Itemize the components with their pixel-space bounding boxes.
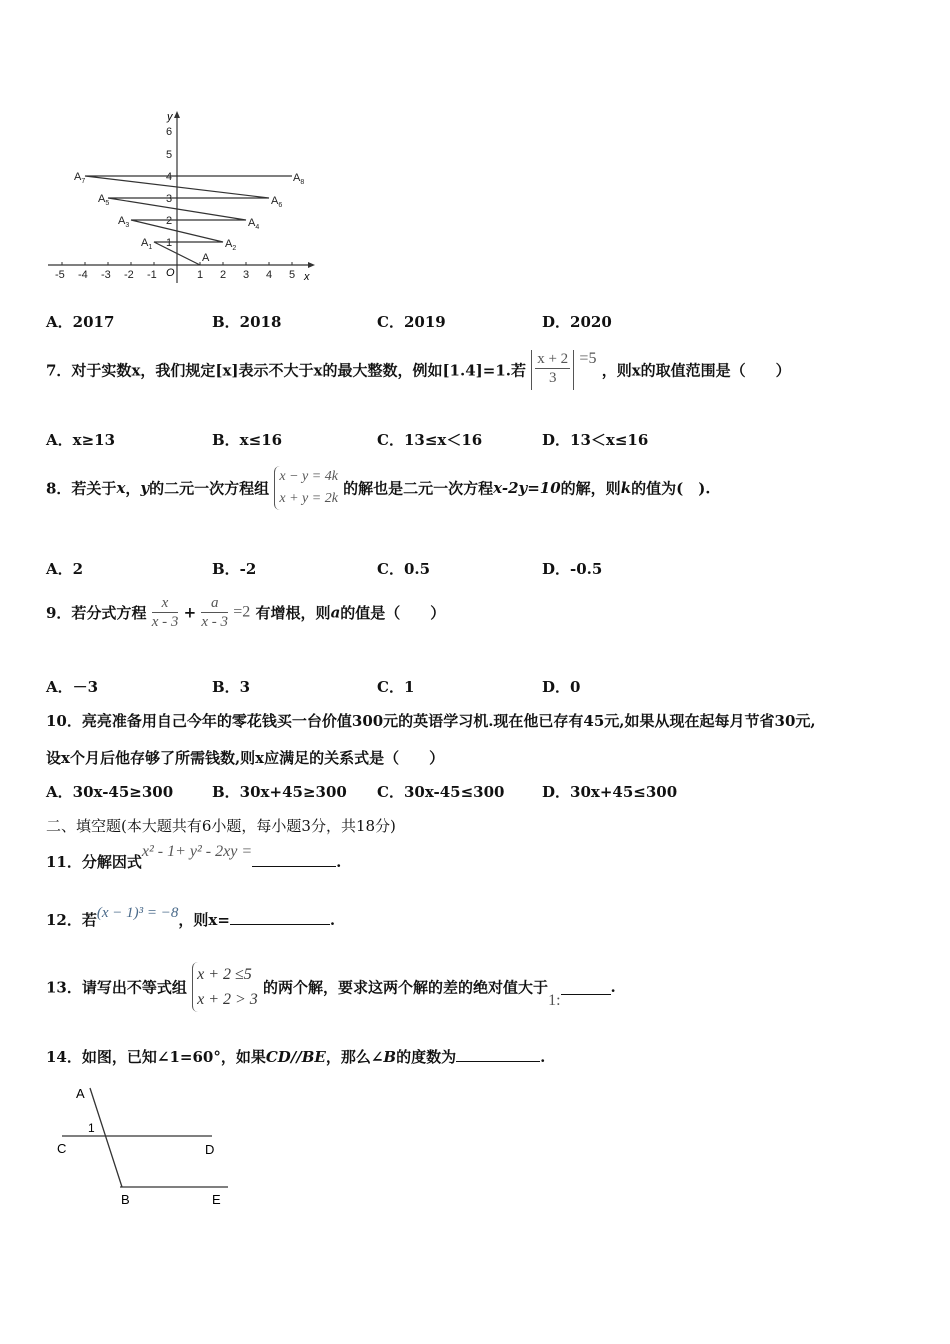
q6-option-c[interactable]: C．2019: [377, 313, 446, 331]
q13-answer-blank[interactable]: [561, 980, 611, 995]
q13-inequality-2: x + 2 > 3: [197, 991, 258, 1008]
q13-text-after: 的两个解，要求这两个解的差的绝对值大于: [263, 978, 549, 997]
q8-comma: ，: [125, 479, 141, 498]
q13-tail: 1:: [548, 992, 561, 1009]
q12-period: .: [329, 911, 336, 929]
q12-stem: [46, 905, 335, 930]
q7-option-d[interactable]: D．13＜x≤16: [542, 431, 649, 449]
q14-period: .: [540, 1048, 546, 1066]
x-tick-label: -1: [147, 269, 157, 281]
q7-fraction: [535, 350, 570, 387]
x-tick-label: -3: [101, 269, 111, 281]
q9-plus: +: [183, 603, 197, 622]
label-c: C: [57, 1141, 67, 1156]
q9-text-before: 9．若分式方程: [46, 604, 147, 622]
q11-expression: x² - 1+ y² - 2xy =: [141, 843, 253, 860]
q9-text-after1: 有增根，则: [255, 604, 331, 622]
q8-equation-2: x + y = 2k: [279, 491, 338, 506]
q8-equation-1: x − y = 4k: [279, 469, 338, 484]
q13-inequality-1: x + 2 ≤5: [197, 966, 252, 983]
label-angle-1: 1: [88, 1121, 95, 1135]
q14-parallel-lines-figure: [50, 1080, 240, 1210]
q10-option-d[interactable]: D．30x+45≤300: [542, 783, 678, 801]
point-label-a7: $A_7$: [74, 171, 86, 185]
section-2-title: 二、填空题(本大题共有6小题，每小题3分，共18分): [46, 817, 396, 835]
q8-var-k: k: [620, 479, 632, 497]
q14-text-before: 14．如图，已知∠1=60°，如果: [46, 1048, 266, 1066]
q9-option-a[interactable]: A．－3: [46, 678, 99, 696]
point-label-a2: $A_2$: [225, 238, 237, 252]
q7-option-c[interactable]: C．13≤x＜16: [377, 431, 483, 449]
y-axis-arrow: [174, 111, 180, 118]
q14-answer-blank[interactable]: [456, 1047, 540, 1062]
q9-fraction-2: [201, 594, 228, 631]
zigzag-coordinate-graph: [40, 108, 330, 284]
q9-option-b[interactable]: B．3: [212, 678, 251, 696]
q10-option-b[interactable]: B．30x+45≥300: [212, 783, 347, 801]
q13-stem: [46, 962, 616, 1012]
point-label-a5: $A_5$: [98, 193, 110, 207]
x-tick-label: 3: [243, 269, 250, 281]
q8-option-b[interactable]: B．-2: [212, 560, 257, 578]
x-tick-label: -4: [78, 269, 88, 281]
q8-equation-inline: x-2y=10: [493, 479, 561, 497]
q8-option-d[interactable]: D．-0.5: [542, 560, 603, 578]
q8-option-a[interactable]: A．2: [46, 560, 84, 578]
y-tick-label: 5: [166, 149, 173, 161]
y-tick-label: 2: [166, 215, 173, 227]
q12-expression: (x − 1)³ = −8: [96, 905, 179, 921]
q8-text-after1: 的解也是二元一次方程: [343, 479, 494, 498]
x-axis-label: x: [304, 271, 310, 283]
q12-label: 12．若: [46, 911, 97, 929]
q9-fraction-2-numerator: a: [201, 594, 228, 613]
y-tick-label: 6: [166, 126, 173, 138]
point-label-a: A: [202, 252, 210, 264]
point-label-a1: $A_1$: [141, 237, 153, 251]
q8-equation-system: [274, 466, 338, 510]
y-tick-label: 4: [166, 171, 173, 183]
q7-stem: [46, 350, 791, 390]
q9-stem: [46, 594, 445, 631]
q12-text-after: ，则x=: [178, 911, 230, 929]
y-tick-label: 1: [166, 237, 173, 249]
q7-text-after: ，则x的取值范围是（ ）: [601, 361, 791, 380]
q9-fraction-1: [152, 594, 179, 631]
x-tick-labels: [55, 269, 295, 281]
q9-option-d[interactable]: D．0: [542, 678, 581, 696]
q8-text-mid: 的二元一次方程组: [149, 479, 270, 498]
y-tick-label: 3: [166, 193, 173, 205]
x-axis-arrow: [308, 262, 315, 268]
q8-text-before: 8．若关于: [46, 479, 117, 498]
x-tick-label: -2: [124, 269, 134, 281]
label-b: B: [121, 1192, 130, 1207]
q9-fraction-2-denominator: x - 3: [201, 614, 229, 630]
x-tick-label: -5: [55, 269, 65, 281]
q10-option-c[interactable]: C．30x-45≤300: [377, 783, 505, 801]
q14-text-after: 的度数为: [396, 1048, 457, 1066]
label-a: A: [76, 1086, 85, 1101]
q11-label: 11．分解因式: [46, 853, 142, 871]
q7-option-a[interactable]: A．x≥13: [46, 431, 116, 449]
q6-option-a[interactable]: A．2017: [46, 313, 115, 331]
point-label-a4: $A_4$: [248, 217, 260, 231]
label-e: E: [212, 1192, 221, 1207]
q14-angle-b: B: [383, 1048, 397, 1066]
origin-label: O: [166, 267, 175, 279]
transversal-ab: [90, 1088, 122, 1187]
q6-option-d[interactable]: D．2020: [542, 313, 612, 331]
q7-floor-bracket: [531, 350, 574, 390]
q9-fraction-1-denominator: x - 3: [151, 614, 179, 630]
q9-fraction-1-numerator: x: [152, 594, 179, 613]
q14-stem: [46, 1046, 545, 1067]
q9-equals: =2: [233, 603, 251, 621]
q9-var-a: a: [330, 603, 341, 622]
x-tick-label: 1: [197, 269, 204, 281]
label-d: D: [205, 1142, 215, 1157]
y-tick-labels: [166, 126, 172, 249]
q6-option-b[interactable]: B．2018: [212, 313, 282, 331]
q8-option-c[interactable]: C．0.5: [377, 560, 431, 578]
point-labels: [74, 171, 304, 264]
q7-fraction-denominator: 3: [548, 370, 557, 386]
q8-text-after2: 的解，则: [560, 479, 621, 498]
q10-stem-line-2: 设x个月后他存够了所需钱数,则x应满足的关系式是（ ）: [46, 749, 445, 767]
q9-option-c[interactable]: C．1: [377, 678, 415, 696]
q12-answer-blank[interactable]: [230, 910, 330, 925]
x-tick-label: 2: [220, 269, 227, 281]
q11-answer-blank[interactable]: [252, 852, 336, 867]
q10-option-a[interactable]: A．30x-45≥300: [46, 783, 174, 801]
x-tick-label: 5: [289, 269, 296, 281]
x-tick-label: 4: [266, 269, 273, 281]
q11-stem: [46, 843, 341, 872]
q10-stem-line-1: 10．亮亮准备用自己今年的零花钱买一台价值300元的英语学习机.现在他已存有45元,如果从现在起每月节省30元,: [46, 712, 816, 730]
point-label-a3: $A_3$: [118, 215, 130, 229]
q13-label: 13．请写出不等式组: [46, 978, 187, 997]
y-axis-label: y: [167, 111, 173, 123]
q11-period: .: [336, 853, 342, 871]
q14-parallel-lines: CD//BE: [265, 1048, 326, 1066]
q7-text-before: 7．对于实数x，我们规定[x]表示不大于x的最大整数，例如[1.4]=1.若: [46, 361, 526, 380]
q9-text-after2: 的值是（ ）: [340, 604, 446, 622]
q7-fraction-numerator: x + 2: [537, 351, 569, 367]
point-label-a8: $A_8$: [293, 172, 305, 186]
q8-stem: [46, 466, 711, 510]
q8-text-after3: 的值为( ).: [631, 479, 711, 498]
q13-inequality-system: [192, 962, 258, 1012]
point-label-a6: $A_6$: [271, 195, 283, 209]
q8-var-y: y: [140, 479, 150, 497]
q8-var-x: x: [116, 479, 126, 497]
q14-text-mid: ，那么∠: [325, 1048, 384, 1066]
q7-equals: =5: [579, 350, 597, 367]
q13-period: .: [610, 978, 616, 996]
q7-option-b[interactable]: B．x≤16: [212, 431, 283, 449]
zigzag-path: [85, 176, 292, 265]
